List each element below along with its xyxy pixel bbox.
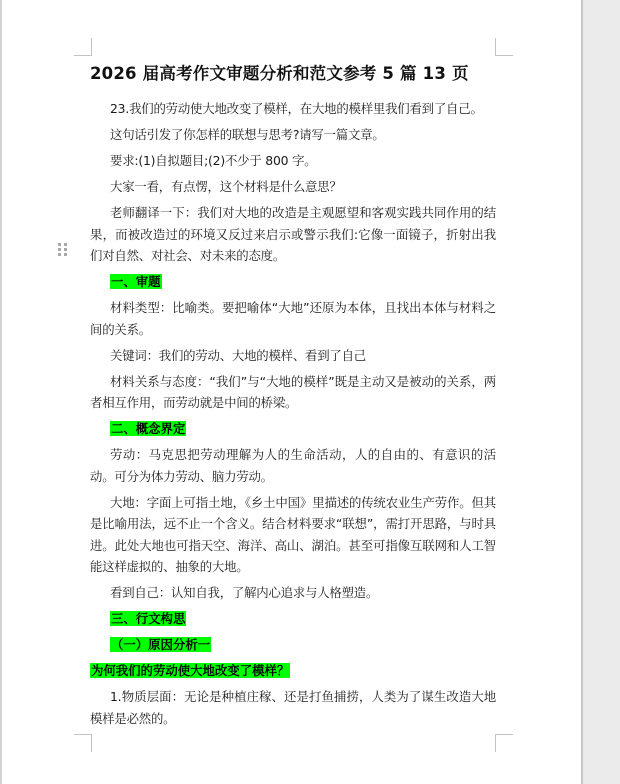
paragraph-question: 这句话引发了你怎样的联想与思考?请写一篇文章。 — [110, 127, 385, 142]
paragraph-material-level: 1.物质层面：无论是种植庄稼、还是打鱼捕捞，人类为了谋生改造大地模样是必然的。 — [90, 689, 496, 726]
margin-corner-mark-bottom-left — [74, 734, 92, 752]
paragraph-prompt: 23.我们的劳动使大地改变了模样，在大地的模样里我们看到了自己。 — [110, 101, 483, 116]
margin-corner-mark-bottom-right — [495, 734, 513, 752]
highlighted-heading-text: 一、审题 — [111, 274, 161, 289]
highlighted-heading-text: （一）原因分析一 — [111, 637, 211, 652]
document-page[interactable] — [2, 0, 581, 784]
highlighted-heading-text: 三、行文构思 — [111, 611, 186, 626]
paragraph-requirements: 要求:(1)自拟题目;(2)不少于 800 字。 — [110, 153, 317, 168]
window-side-gutter — [581, 0, 620, 784]
highlighted-heading-text: 二、概念界定 — [111, 421, 186, 436]
paragraph-earth-definition: 大地：字面上可指土地，《乡土中国》里描述的传统农业生产劳作。但其是比喻用法，远不止一个含义。结合材料要求“联想”，需打开思路，与时具进。此处大地也可指天空、海洋、高山、湖泊。甚至可指像互联网和人工智能这样虚拟的、抽象的大地。 — [90, 494, 496, 574]
highlighted-heading-text: 为何我们的劳动使大地改变了模样？ — [91, 663, 290, 678]
heading-section-2 — [110, 418, 496, 440]
margin-corner-mark-top-left — [74, 38, 92, 56]
margin-corner-mark-top-right — [495, 38, 513, 56]
paragraph-intro: 大家一看，有点愣，这个材料是什么意思？ — [110, 179, 342, 194]
paragraph-explanation: 老师翻译一下：我们对大地的改造是主观愿望和客观实践共同作用的结果，而被改造过的环境又反过来启示或警示我们:它像一面镜子，折射出我们对自然、对社会、对未来的态度。 — [90, 205, 496, 263]
paragraph-labor-definition: 劳动：马克思把劳动理解为人的生命活动，人的自由的、有意识的活动。可分为体力劳动、脑力劳动。 — [90, 447, 496, 484]
document-body[interactable] — [90, 98, 496, 734]
paragraph-drag-handle-icon[interactable] — [58, 243, 68, 258]
paragraph-material-type: 材料类型：比喻类。要把喻体“大地”还原为本体，且找出本体与材料之间的关系。 — [90, 300, 496, 337]
heading-section-3 — [110, 608, 496, 630]
heading-subsection-1 — [110, 634, 496, 656]
paragraph-relationship: 材料关系与态度：“我们”与“大地的模样”既是主动又是被动的关系，两者相互作用，而劳动就是中间的桥梁。 — [90, 373, 496, 410]
document-title: 2026 届高考作文审题分析和范文参考 5 篇 13 页 — [90, 64, 469, 83]
heading-question — [90, 660, 496, 682]
paragraph-see-self-definition: 看到自己：认知自我，了解内心追求与人格塑造。 — [110, 585, 379, 600]
heading-section-1 — [110, 271, 496, 293]
paragraph-keywords: 关键词：我们的劳动、大地的模样、看到了自己 — [110, 347, 367, 363]
